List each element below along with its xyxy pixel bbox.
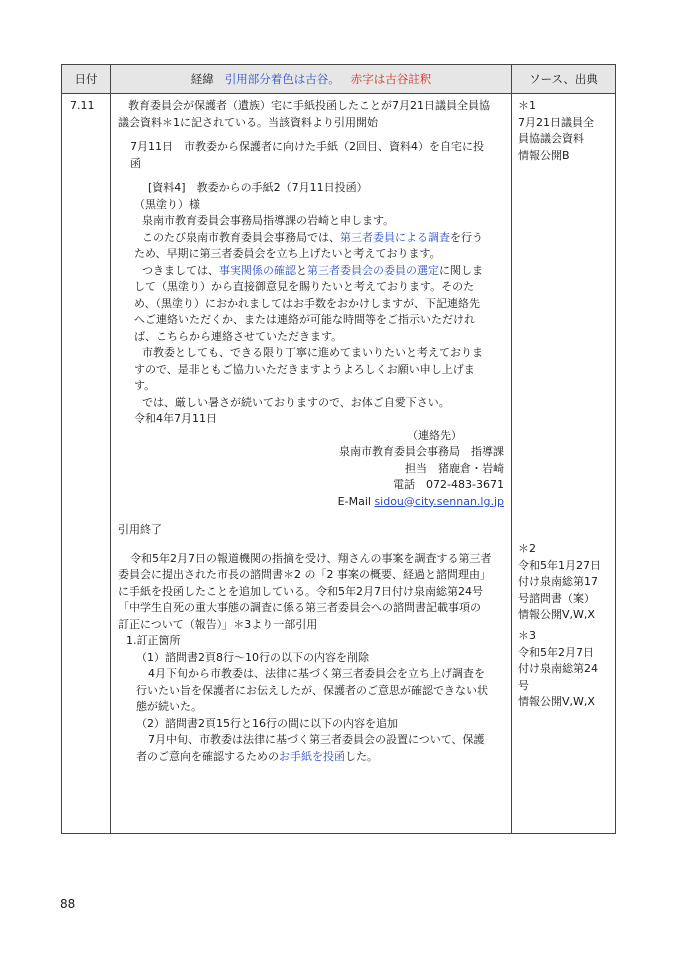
- source-3-mark: ＊3: [518, 629, 536, 642]
- source-2-line: 号諮問書（案）: [518, 591, 595, 605]
- text-line: に手紙を投函したことを追加している。令和5年2月7日付け泉南総第24号: [118, 584, 483, 598]
- email-link[interactable]: sidou@city.sennan.lg.jp: [374, 494, 504, 508]
- source-2-line: 付け泉南総第17: [518, 575, 598, 588]
- contact-email: E-Mail sidou@city.sennan.lg.jp: [337, 494, 504, 508]
- text-line: ため、早期に第三者委員会を立ち上げたいと考えております。: [134, 247, 441, 260]
- column-divider: [110, 65, 111, 833]
- contact-org: 泉南市教育委員会事務局 指導課: [339, 445, 504, 458]
- highlight-third-party-investigation: 第三者委員による調査: [340, 230, 450, 244]
- text-line: このたび泉南市教育委員会事務局では、第三者委員による調査を行う: [142, 230, 483, 244]
- history-table: [61, 64, 616, 834]
- source-2: [518, 541, 614, 624]
- header-source: ソース、出典: [529, 72, 598, 86]
- source-1-mark: ＊1: [518, 99, 536, 112]
- quote-end: 引用終了: [118, 523, 162, 536]
- text-line: つきましては、事実関係の確認と第三者委員会の委員の選定に関しま: [142, 263, 483, 277]
- text-line: 教育委員会が保護者（遺族）宅に手紙投函したことが7月21日議員全員協: [128, 99, 490, 112]
- source-3: [518, 628, 614, 711]
- text-line: め、（黒塗り）におかれましてはお手数をおかけしますが、下記連絡先: [134, 296, 481, 310]
- header-date: 日付: [74, 72, 98, 86]
- letter-date: 令和4年7月11日: [134, 412, 217, 425]
- source-1-line: 情報公開B: [518, 148, 570, 162]
- source-2-line: 情報公開V,W,X: [518, 608, 595, 621]
- text-line: 「中学生自死の重大事態の調査に係る第三者委員会への諮問書記載事項の: [118, 601, 481, 614]
- source-1: [518, 98, 614, 164]
- header-main-label: 経緯: [190, 72, 214, 86]
- source-2-line: 令和5年1月27日: [518, 558, 601, 572]
- text-line: して（黒塗り）から直接御意見を賜りたいと考えております。そのた: [134, 280, 475, 293]
- text-line: 態が続いた。: [136, 700, 202, 713]
- text-line: ば、こちらから連絡させていただきます。: [134, 329, 343, 343]
- text-line: 令和5年2月7日の報道機関の指摘を受け、翔さんの事案を調査する第三者: [130, 551, 492, 565]
- text-line: 泉南市教育委員会事務局指導課の岩崎と申します。: [142, 214, 395, 227]
- source-3-line: 情報公開V,W,X: [518, 695, 595, 708]
- column-divider: [511, 65, 512, 833]
- page-number: 88: [60, 897, 76, 911]
- text-line: では、厳しい暑さが続いておりますので、お体ご自愛下さい。: [142, 395, 450, 409]
- text-line: 行いたい旨を保護者にお伝えしたが、保護者のご意思が確認できない状: [136, 683, 488, 697]
- row-date: 7.11: [70, 99, 95, 112]
- header-red-note: 赤字は古谷註釈: [350, 72, 432, 86]
- source-3-line: 付け泉南総第24: [518, 662, 598, 675]
- text-line: 7月中旬、市教委は法律に基づく第三者委員会の設置について、保護: [148, 733, 485, 746]
- text-line: 訂正について（報告）」＊3より一部引用: [118, 617, 318, 631]
- text-line: 委員会に提出された市長の諮問書＊2 の「2 事案の概要、経過と諮問理由」: [118, 568, 491, 581]
- highlight-member-selection: 第三者委員会の委員の選定: [307, 263, 439, 277]
- contact-person: 担当 猪鹿倉・岩崎: [405, 461, 504, 475]
- correction-item-1: （1）諮問書2頁8行～10行の以下の内容を削除: [136, 650, 369, 664]
- letter-title: [資料4] 教委からの手紙2（7月11日投函）: [148, 181, 368, 194]
- contact-phone: 電話 072-483-3671: [393, 478, 504, 491]
- text-line: 7月11日 市教委から保護者に向けた手紙（2回目、資料4）を自宅に投: [130, 140, 484, 153]
- text-line: 函: [130, 156, 141, 170]
- highlight-fact-check: 事実関係の確認: [219, 263, 296, 277]
- source-1-line: 員協議会資料: [518, 132, 584, 145]
- text-line: すので、是非ともご協力いただきますようよろしくお願い申し上げま: [134, 362, 475, 376]
- highlight-letter-delivery: お手紙を投函: [279, 749, 345, 763]
- letter-addressee: （黒塗り）様: [134, 197, 200, 211]
- correction-title: 1.訂正箇所: [126, 634, 181, 647]
- header-blue-note: 引用部分着色は古谷。: [224, 72, 340, 86]
- source-2-mark: ＊2: [518, 542, 536, 555]
- text-line: 市教委としても、できる限り丁寧に進めてまいりたいと考えておりま: [142, 346, 483, 359]
- text-line: 議会資料＊1に記されている。当該資料より引用開始: [118, 115, 378, 129]
- text-line: 者のご意向を確認するためのお手紙を投函した。: [136, 749, 378, 763]
- source-1-line: 7月21日議員全: [518, 115, 594, 129]
- source-3-line: 令和5年2月7日: [518, 645, 594, 659]
- correction-item-2: （2）諮問書2頁15行と16行の間に以下の内容を追加: [136, 716, 398, 730]
- contact-heading: （連絡先）: [407, 428, 462, 442]
- text-line: へご連絡いただくか、または連絡が可能な時間等をご指示いただけれ: [134, 313, 475, 326]
- source-3-line: 号: [518, 678, 529, 692]
- header-main: [111, 65, 511, 93]
- text-line: 4月下旬から市教委は、法律に基づく第三者委員会を立ち上げ調査を: [148, 667, 485, 680]
- text-line: す。: [134, 379, 156, 392]
- main-content: [118, 98, 504, 765]
